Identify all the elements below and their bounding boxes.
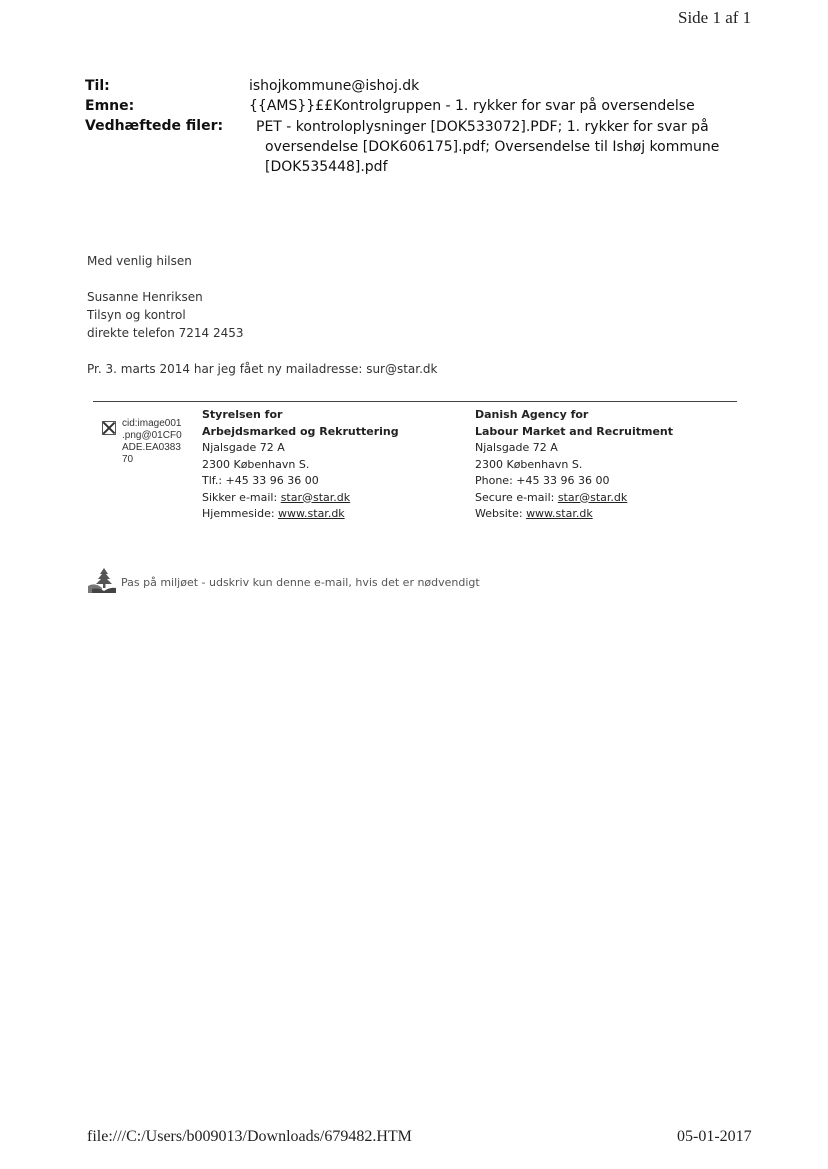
sender-department: Tilsyn og kontrol bbox=[87, 308, 186, 322]
signature-divider bbox=[93, 401, 737, 402]
tree-icon bbox=[88, 567, 116, 593]
email-link[interactable]: star@star.dk bbox=[557, 490, 628, 504]
attachments-label: Vedhæftede filer: bbox=[85, 118, 224, 134]
image-alt-text: cid:image001 .png@01CF0 ADE.EA0383 70 bbox=[122, 418, 182, 465]
attachments-line: PET - kontroloplysninger [DOK533072].PDF; 1. rykker for svar på bbox=[256, 119, 709, 135]
to-value: ishojkommune@ishoj.dk bbox=[249, 78, 420, 94]
sender-phone: direkte telefon 7214 2453 bbox=[87, 326, 244, 340]
file-path: file:///C:/Users/b009013/Downloads/679482.HTM bbox=[87, 1128, 412, 1145]
sender-name: Susanne Henriksen bbox=[87, 290, 203, 304]
to-label: Til: bbox=[85, 78, 110, 94]
mail-address-notice: Pr. 3. marts 2014 har jeg fået ny mailadresse: sur@star.dk bbox=[87, 362, 438, 376]
website-link[interactable]: www.star.dk bbox=[526, 507, 593, 520]
website-link[interactable]: www.star.dk bbox=[278, 507, 345, 520]
attachments-line: [DOK535448].pdf bbox=[265, 159, 388, 175]
greeting: Med venlig hilsen bbox=[87, 254, 192, 268]
environment-notice: Pas på miljøet - udskriv kun denne e-mail, hvis det er nødvendigt bbox=[121, 576, 480, 589]
email-link[interactable]: star@star.dk bbox=[280, 490, 351, 504]
subject-label: Emne: bbox=[85, 98, 135, 114]
signature-danish: Styrelsen for Arbejdsmarked og Rekruttering Njalsgade 72 A 2300 København S. Tlf.: +45 33 96 36 00 Sikker e-mail: star@star.dk Hjemmeside: www.star.dk bbox=[202, 408, 399, 520]
page-number: Side 1 af 1 bbox=[678, 8, 752, 27]
signature-english: Danish Agency for Labour Market and Recruitment Njalsgade 72 A 2300 København S. Phone: +45 33 96 36 00 Secure e-mail: star@star.dk Website: www.star.dk bbox=[475, 408, 674, 520]
print-date: 05-01-2017 bbox=[677, 1128, 752, 1145]
broken-image-icon bbox=[102, 421, 116, 435]
attachments-line: oversendelse [DOK606175].pdf; Oversendelse til Ishøj kommune bbox=[265, 139, 720, 155]
subject-value: {{AMS}}££Kontrolgruppen - 1. rykker for svar på oversendelse bbox=[249, 98, 695, 114]
